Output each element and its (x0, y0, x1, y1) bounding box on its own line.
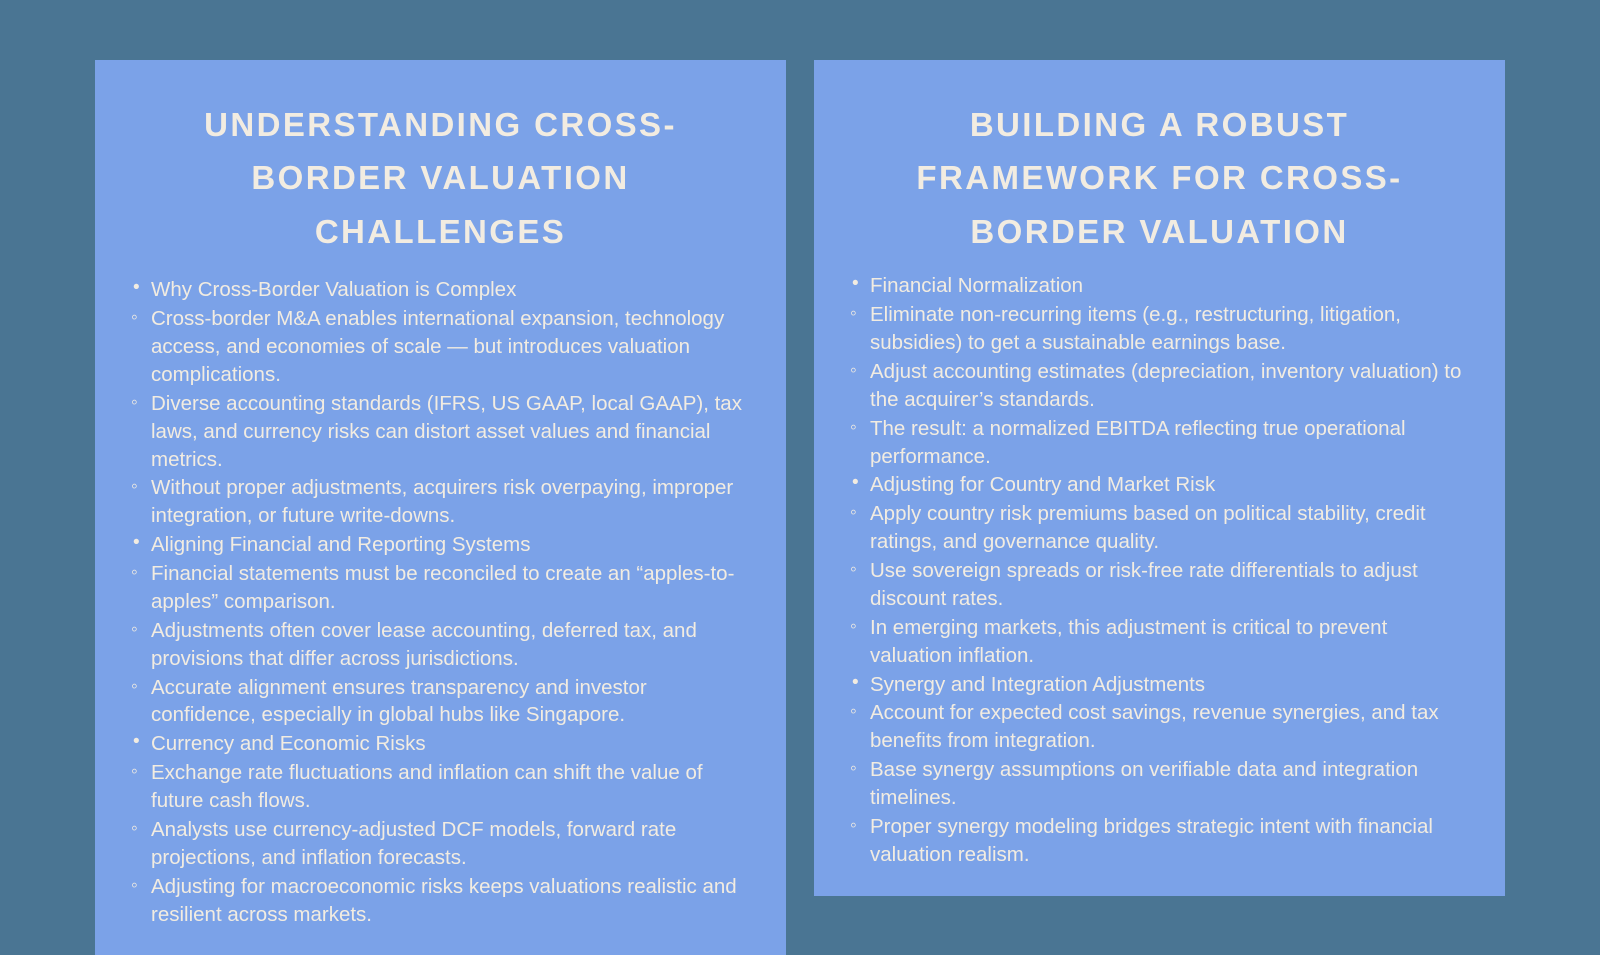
list-item: • Adjusting for Country and Market Risk (844, 471, 1475, 499)
list-item: • Aligning Financial and Reporting Systems (125, 531, 756, 559)
panel-title: UNDERSTANDING CROSS-BORDER VALUATION CHALLENGES (204, 106, 677, 250)
list-item: ◦ Adjustments often cover lease accounting, deferred tax, and provisions that differ across jurisdictions. (125, 617, 756, 673)
list-item: ◦ In emerging markets, this adjustment is critical to prevent valuation inflation. (844, 614, 1475, 670)
list-item: ◦ Use sovereign spreads or risk-free rate differentials to adjust discount rates. (844, 557, 1475, 613)
sub-bullet-list (844, 301, 1475, 470)
list-item: ◦ Proper synergy modeling bridges strategic intent with financial valuation realism. (844, 813, 1475, 869)
sub-bullet-list (125, 560, 756, 729)
list-item: • Currency and Economic Risks (125, 730, 756, 758)
sub-bullet-list (125, 305, 756, 530)
bullet-list (125, 276, 756, 929)
panel-valuation-framework (814, 60, 1505, 896)
list-item: ◦ Financial statements must be reconciled to create an “apples-to-apples” comparison. (125, 560, 756, 616)
list-item: ◦ The result: a normalized EBITDA reflecting true operational performance. (844, 415, 1475, 471)
panel-title: BUILDING A ROBUST FRAMEWORK FOR CROSS-BORDER VALUATION (916, 106, 1403, 250)
list-item: ◦ Diverse accounting standards (IFRS, US GAAP, local GAAP), tax laws, and currency risks can distort asset values and financial metrics. (125, 390, 756, 474)
bullet-list (844, 272, 1475, 869)
sub-bullet-list (125, 759, 756, 928)
panel-cross-border-challenges (95, 60, 786, 955)
list-item: • Financial Normalization (844, 272, 1475, 300)
list-item: ◦ Cross-border M&A enables international expansion, technology access, and economies of scale — but introduces valuation complications. (125, 305, 756, 389)
list-item: ◦ Accurate alignment ensures transparency and investor confidence, especially in global hubs like Singapore. (125, 674, 756, 730)
list-item: • Why Cross-Border Valuation is Complex (125, 276, 756, 304)
list-item: ◦ Apply country risk premiums based on political stability, credit ratings, and governance quality. (844, 500, 1475, 556)
list-item: ◦ Analysts use currency-adjusted DCF models, forward rate projections, and inflation forecasts. (125, 816, 756, 872)
list-item: • Synergy and Integration Adjustments (844, 671, 1475, 699)
list-item: ◦ Adjusting for macroeconomic risks keeps valuations realistic and resilient across markets. (125, 873, 756, 929)
list-item: ◦ Exchange rate fluctuations and inflation can shift the value of future cash flows. (125, 759, 756, 815)
list-item: ◦ Account for expected cost savings, revenue synergies, and tax benefits from integration. (844, 699, 1475, 755)
list-item: ◦ Without proper adjustments, acquirers risk overpaying, improper integration, or future write-downs. (125, 474, 756, 530)
sub-bullet-list (844, 699, 1475, 868)
list-item: ◦ Eliminate non-recurring items (e.g., restructuring, litigation, subsidies) to get a sustainable earnings base. (844, 301, 1475, 357)
list-item: ◦ Adjust accounting estimates (depreciation, inventory valuation) to the acquirer’s standards. (844, 358, 1475, 414)
sub-bullet-list (844, 500, 1475, 669)
list-item: ◦ Base synergy assumptions on verifiable data and integration timelines. (844, 756, 1475, 812)
